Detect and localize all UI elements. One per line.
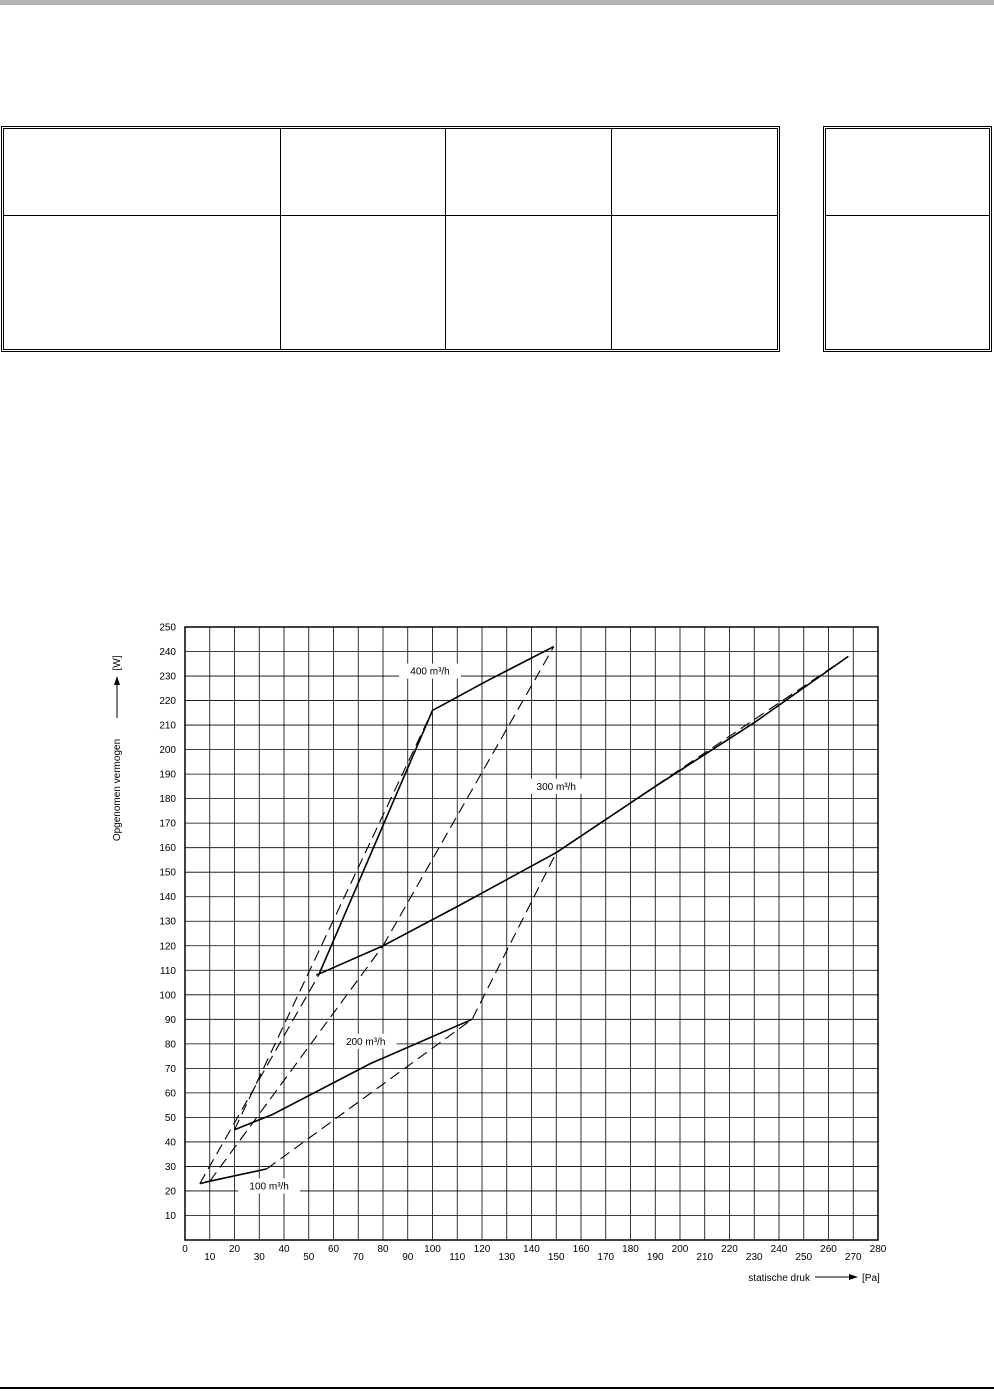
x-tick-label: 50 — [303, 1252, 315, 1263]
blank-table-side — [823, 126, 992, 352]
y-tick-label: 100 — [159, 990, 176, 1002]
blank-table-main — [1, 126, 780, 352]
y-tick-label: 40 — [164, 1137, 176, 1149]
y-tick-label: 110 — [160, 965, 176, 977]
x-tick-label: 110 — [449, 1252, 466, 1263]
x-tick-label: 90 — [402, 1252, 414, 1263]
y-axis-arrow-head — [114, 676, 120, 685]
y-axis-unit: [W] — [112, 655, 123, 671]
x-tick-label: 180 — [622, 1244, 639, 1255]
x-tick-label: 10 — [204, 1252, 216, 1263]
x-tick-label: 220 — [721, 1244, 738, 1255]
x-tick-label: 240 — [770, 1244, 788, 1255]
table-row-divider — [826, 215, 989, 216]
chart-ticks — [159, 623, 886, 1264]
y-tick-label: 20 — [164, 1186, 176, 1198]
x-tick-label: 130 — [498, 1252, 516, 1263]
power-vs-pressure-chart — [0, 600, 994, 1320]
table-column-divider — [611, 129, 612, 349]
x-tick-label: 190 — [646, 1252, 664, 1263]
x-tick-label: 170 — [597, 1252, 615, 1263]
y-tick-label: 10 — [164, 1210, 176, 1222]
y-tick-label: 180 — [159, 794, 176, 806]
x-tick-label: 0 — [182, 1244, 188, 1255]
y-tick-label: 190 — [159, 769, 176, 781]
y-tick-label: 150 — [159, 867, 176, 879]
y-tick-label: 80 — [164, 1039, 176, 1051]
chart-grid — [185, 627, 878, 1240]
x-tick-label: 30 — [253, 1252, 265, 1263]
solid-curve — [319, 647, 554, 976]
x-tick-label: 250 — [795, 1252, 813, 1263]
x-tick-label: 120 — [473, 1244, 491, 1255]
x-tick-label: 100 — [424, 1244, 441, 1255]
solid-curve — [316, 656, 848, 975]
x-tick-label: 140 — [523, 1244, 540, 1255]
x-tick-label: 210 — [696, 1252, 714, 1263]
y-tick-label: 210 — [159, 720, 176, 732]
x-tick-label: 20 — [228, 1244, 241, 1255]
y-tick-label: 160 — [159, 843, 176, 855]
table-column-divider — [280, 129, 281, 349]
x-tick-label: 70 — [352, 1252, 364, 1263]
x-tick-label: 150 — [547, 1252, 565, 1263]
x-axis-unit: [Pa] — [862, 1273, 880, 1284]
y-tick-label: 30 — [164, 1161, 176, 1173]
y-tick-label: 230 — [159, 671, 176, 683]
bottom-rule — [0, 1387, 994, 1389]
x-tick-label: 200 — [671, 1244, 689, 1255]
x-tick-label: 80 — [377, 1244, 389, 1255]
y-tick-label: 90 — [164, 1014, 176, 1026]
x-tick-label: 230 — [745, 1252, 763, 1263]
curve-label: 400 m³/h — [410, 666, 450, 678]
dashed-curve — [267, 656, 849, 1169]
axis-arrows — [114, 676, 858, 1280]
y-tick-label: 250 — [159, 622, 176, 634]
x-axis-arrow-head — [849, 1274, 858, 1280]
y-tick-label: 140 — [159, 892, 176, 904]
x-tick-label: 280 — [869, 1244, 887, 1255]
y-tick-label: 70 — [164, 1063, 176, 1075]
y-tick-label: 130 — [159, 916, 176, 928]
top-rule — [0, 0, 994, 5]
y-tick-label: 170 — [159, 818, 176, 830]
x-tick-label: 40 — [278, 1244, 290, 1255]
x-tick-label: 60 — [327, 1244, 340, 1255]
x-tick-label: 260 — [820, 1244, 837, 1255]
y-tick-label: 120 — [159, 941, 176, 953]
chart-curves — [200, 647, 849, 1184]
y-tick-label: 60 — [164, 1088, 176, 1100]
x-axis-label: statische druk — [748, 1273, 810, 1284]
table-row-divider — [4, 215, 777, 216]
dashed-curve — [210, 946, 386, 1181]
curve-label: 300 m³/h — [536, 781, 576, 793]
x-tick-label: 160 — [572, 1244, 590, 1255]
x-tick-label: 270 — [844, 1252, 862, 1263]
y-tick-label: 200 — [159, 745, 176, 757]
chart-curve-labels — [238, 664, 587, 1194]
curve-label: 100 m³/h — [249, 1181, 289, 1193]
curve-label: 200 m³/h — [345, 1036, 386, 1048]
y-tick-label: 220 — [159, 696, 176, 708]
y-tick-label: 50 — [164, 1112, 176, 1124]
y-tick-label: 240 — [159, 647, 176, 659]
table-column-divider — [445, 129, 446, 349]
y-axis-label: Opgenomen vermogen — [112, 738, 123, 842]
